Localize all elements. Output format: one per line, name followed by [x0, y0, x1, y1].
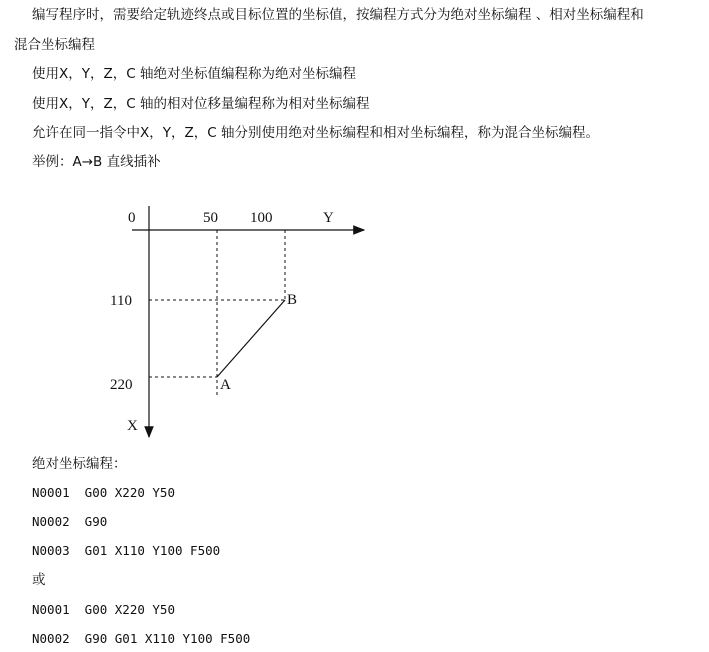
mixed-definition: 允许在同一指令中X，Y，Z，C 轴分别使用绝对坐标编程和相对坐标编程，称为混合坐标编程。 — [32, 125, 599, 141]
or-label: 或 — [32, 572, 46, 588]
intro-line-2: 混合坐标编程 — [14, 37, 95, 53]
x-tick-110: 110 — [110, 293, 132, 309]
code-heading: 绝对坐标编程： — [32, 456, 127, 472]
code-line: N0001 G00 X220 Y50 — [32, 485, 175, 500]
alt-code-line: N0001 G00 X220 Y50 — [32, 602, 175, 617]
y-tick-50: 50 — [203, 210, 218, 226]
point-a-label: A — [220, 377, 231, 393]
code-line: N0002 G90 — [32, 514, 108, 529]
intro-line-1: 编写程序时，需要给定轨迹终点或目标位置的坐标值，按编程方式分为绝对坐标编程 、相对坐标编程和 — [32, 7, 644, 23]
example-title: 举例：A→B 直线插补 — [32, 154, 161, 170]
alt-code-line: N0002 G90 G01 X110 Y100 F500 — [32, 631, 251, 646]
y-axis-label: Y — [323, 210, 334, 226]
relative-definition: 使用X，Y，Z，C 轴的相对位移量编程称为相对坐标编程 — [32, 96, 370, 112]
point-b-label: B — [287, 292, 298, 308]
path-a-to-b — [217, 300, 285, 377]
origin-label: 0 — [128, 210, 136, 226]
x-axis-label: X — [127, 418, 138, 434]
code-line: N0003 G01 X110 Y100 F500 — [32, 543, 221, 558]
absolute-definition: 使用X，Y，Z，C 轴绝对坐标值编程称为绝对坐标编程 — [32, 66, 356, 82]
x-tick-220: 220 — [110, 377, 133, 393]
y-tick-100: 100 — [250, 210, 273, 226]
